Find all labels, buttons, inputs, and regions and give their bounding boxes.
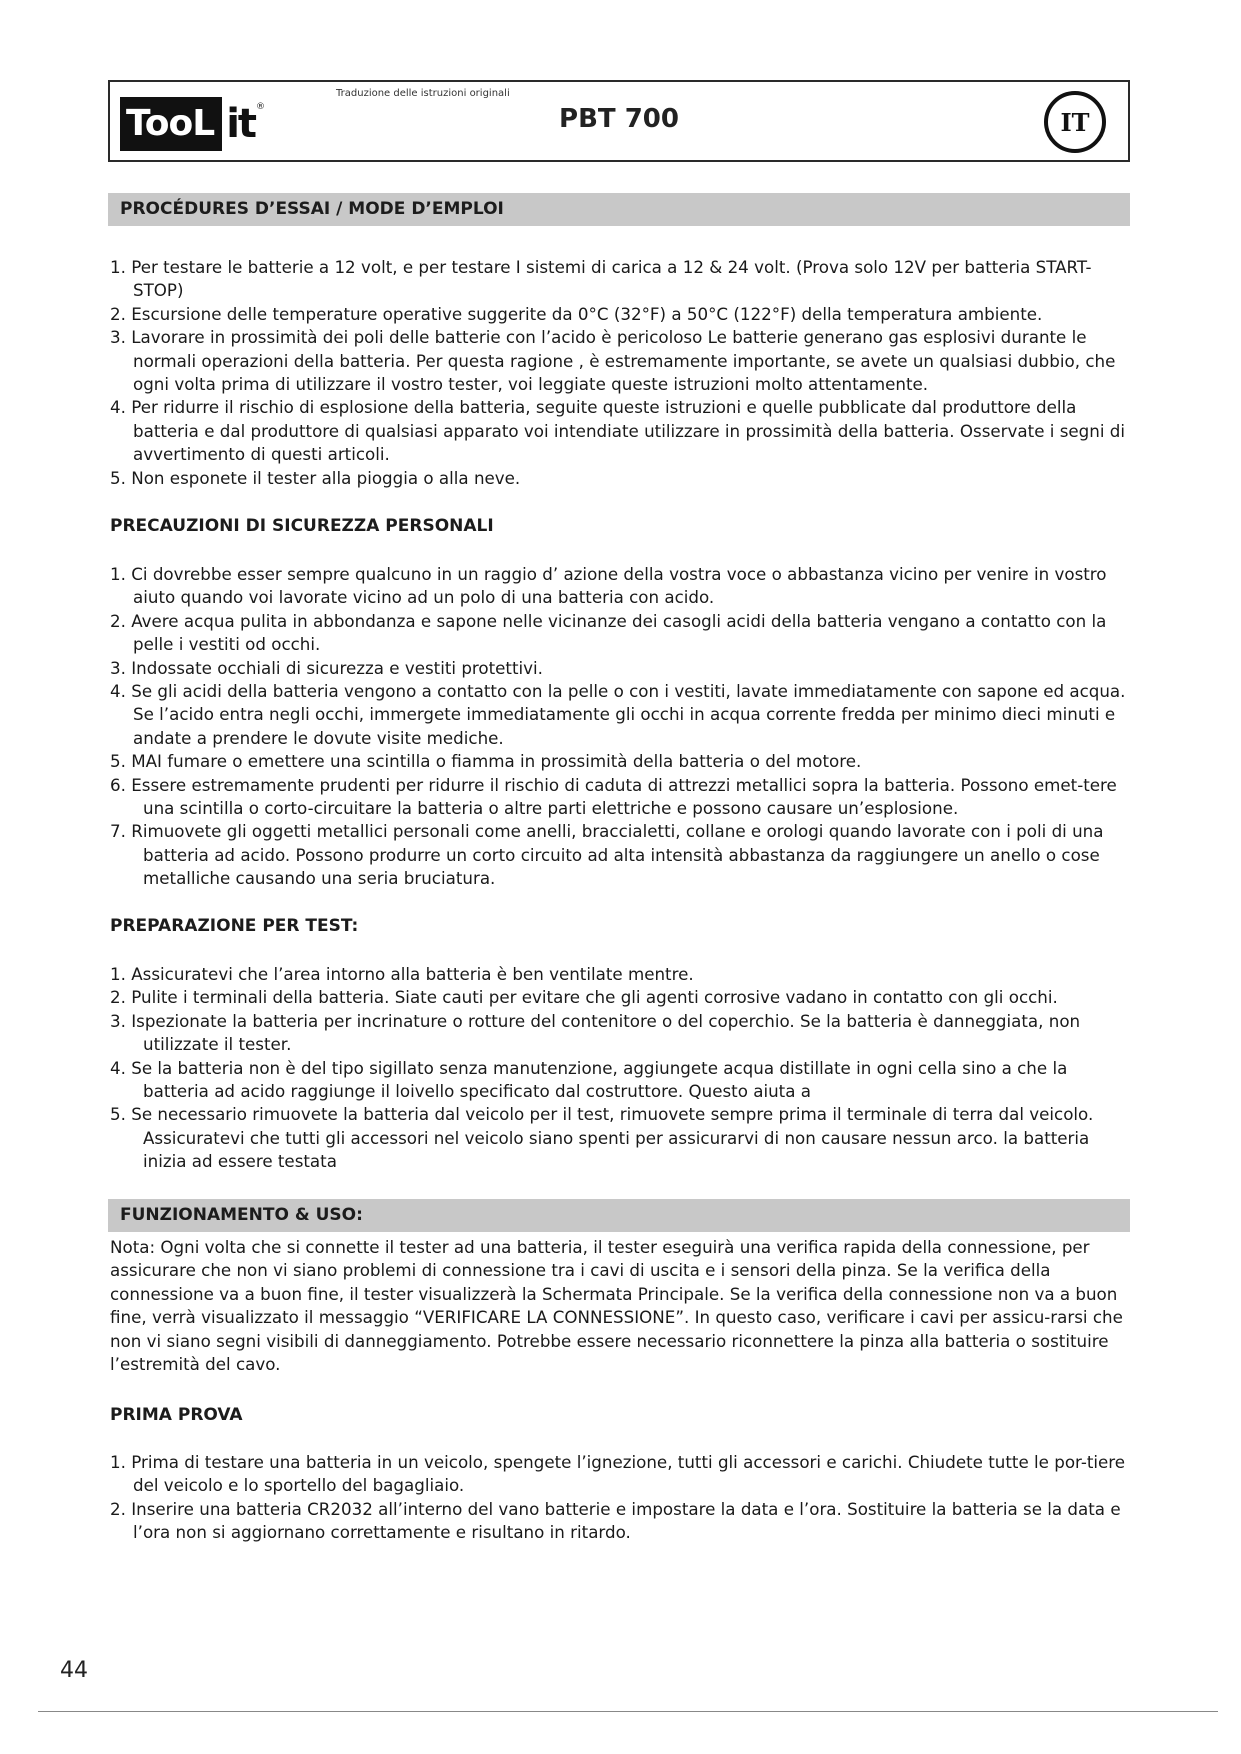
list-item: 3. Lavorare in prossimità dei poli delle batterie con l’acido è pericoloso Le batterie generano gas esplosivi durante le normali operazioni della batteria. Per questa ragione , è estremamente importante, se avete un qualsiasi dubbio, che ogni volta prima di utilizzare il vostro tester, voi leggiate queste istruzioni molto attentamente. [110,327,1116,395]
list-item: 1. Ci dovrebbe esser sempre qualcuno in un raggio d’ azione della vostra voce o abbastanza vicino per venire in vostro aiuto quando voi lavorate vicino ad un polo di una batteria con acido. [110,564,1107,608]
header-box [108,80,1130,162]
footer-divider [38,1711,1218,1712]
operation-note: Nota: Ogni volta che si connette il tester ad una batteria, il tester eseguirà una verifica rapida della connessione, per assicurare che non vi siano problemi di connessione tra i cavi di uscita e i sensori della pinza. Se la verifica della connessione va a buon fine, il tester visualizzerà la Schermata Principale. Se la verifica della connessione non va a buon fine, verrà visualizzato il messaggio “VERIFICARE LA CONNESSIONE”. In questo caso, verificare i cavi per assicu-rarsi che non vi siano segni visibili di danneggiamento. Potrebbe essere necessario riconnettere la pinza alla batteria o sostituire l’estremità del cavo. [110,1237,1123,1375]
model-title: PBT 700 [559,104,679,134]
logo-left-text: TooL [120,97,222,151]
header-subtitle: Traduzione delle istruzioni originali [336,88,510,99]
page-number: 44 [60,1658,88,1683]
preparation-list [110,963,1136,1174]
logo-right-text: it [226,101,256,147]
list-item: 3. Ispezionate la batteria per incrinature o rotture del contenitore o del coperchio. Se la batteria è danneggiata, non utilizzate il tester. [110,1010,1081,1055]
language-badge: IT [1044,91,1106,153]
section-title-first-test: PRIMA PROVA [110,1405,243,1425]
section-header-procedures: PROCÉDURES D’ESSAI / MODE D’EMPLOI [108,193,1130,226]
list-item: 2. Escursione delle temperature operative suggerite da 0°C (32°F) a 50°C (122°F) della temperatura ambiente. [110,303,1043,324]
section-title-preparation: PREPARAZIONE PER TEST: [110,916,359,936]
section-title-safety: PRECAUZIONI DI SICUREZZA PERSONALI [110,516,494,536]
section-header-operation: FUNZIONAMENTO & USO: [108,1199,1130,1232]
list-item: 1. Assicuratevi che l’area intorno alla batteria è ben ventilate mentre. [110,964,694,984]
list-item: 3. Indossate occhiali di sicurezza e vestiti protettivi. [110,657,543,678]
list-item: 4. Se la batteria non è del tipo sigillato senza manutenzione, aggiungete acqua distillate in ogni cella sino a che la batteria ad acido raggiunge il loivello specificato dal costruttore. Questo aiuta a [110,1057,1068,1102]
procedures-list [110,256,1136,490]
list-item: 2. Inserire una batteria CR2032 all’interno del vano batterie e impostare la data e l’ora. Sostituire la batteria se la data e l’ora non si aggiornano correttamente e risultano in ritardo. [110,1498,1121,1543]
list-item: 5. MAI fumare o emettere una scintilla o fiamma in prossimità della batteria o del motore. [110,751,862,772]
registered-mark: ® [256,102,266,112]
list-item: 1. Prima di testare una batteria in un veicolo, spengete l’ignezione, tutti gli accessori e carichi. Chiudete tutte le por-tiere del veicolo e lo sportello del bagagliaio. [110,1452,1126,1496]
list-item: 2. Avere acqua pulita in abbondanza e sapone nelle vicinanze dei casogli acidi della batteria vengano a contatto con la pelle i vestiti od occhi. [110,610,1107,655]
list-item: 5. Non esponete il tester alla pioggia o alla neve. [110,467,521,488]
list-item: 7. Rimuovete gli oggetti metallici personali come anelli, braccialetti, collane e orologi quando lavorate con i poli di una batteria ad acido. Possono produrre un corto circuito ad alta intensità abbastanza da raggiungere un anello o cose metalliche causando una seria bruciatura. [110,821,1104,889]
safety-list [110,563,1136,891]
list-item: 4. Se gli acidi della batteria vengono a contatto con la pelle o con i vestiti, lavate immediatamente con sapone ed acqua. Se l’acido entra negli occhi, immergete immediatamente gli occhi in acqua corrente fredda per minimo dieci minuti e andate a prendere le dovute visite mediche. [110,681,1126,748]
first-test-list [110,1451,1136,1545]
list-item: 2. Pulite i terminali della batteria. Siate cauti per evitare che gli agenti corrosive vadano in contatto con gli occhi. [110,987,1058,1008]
list-item: 5. Se necessario rimuovete la batteria dal veicolo per il test, rimuovete sempre prima il terminale di terra dal veicolo. Assicuratevi che tutti gli accessori nel veicolo siano spenti per assicurarvi di non causare nessun arco. la batteria inizia ad essere testata [110,1104,1094,1172]
list-item: 1. Per testare le batterie a 12 volt, e per testare I sistemi di carica a 12 & 24 volt. (Prova solo 12V per batteria START-STOP) [110,257,1092,301]
list-item: 4. Per ridurre il rischio di esplosione della batteria, seguite queste istruzioni e quelle pubblicate dal produttore della batteria e dal produttore di qualsiasi apparato voi intendiate utilizzare in prossimità della batteria. Osservate i segni di avvertimento di questi articoli. [110,397,1126,465]
list-item: 6. Essere estremamente prudenti per ridurre il rischio di caduta di attrezzi metallici sopra la batteria. Possono emet-tere una scintilla o corto-circuitare la batteria o altre parti elettriche e possono causare un’esplosione. [110,774,1117,819]
